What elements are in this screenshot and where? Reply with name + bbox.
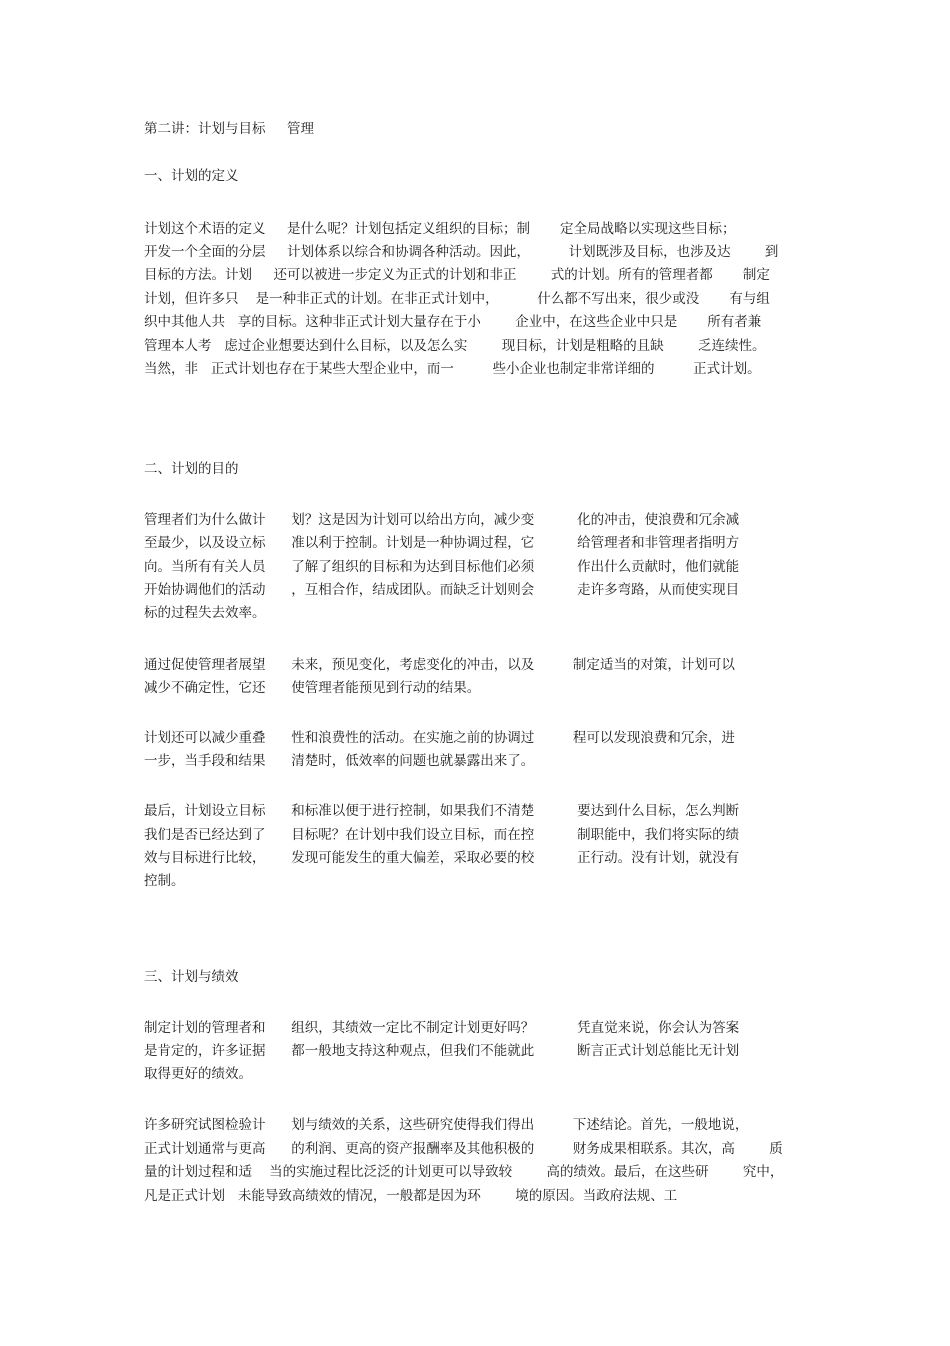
paragraph-line: 一步，当手段和结果 清楚时，低效率的问题也就暴露出来了。 <box>144 753 535 769</box>
paragraph-line: 控制。 <box>144 873 185 889</box>
paragraph-line: 目标的方法。计划 还可以被进一步定义为正式的计划和非正 式的计划。所有的管理者都 制定 <box>144 267 770 283</box>
paragraph-line: 取得更好的绩效。 <box>144 1066 252 1082</box>
paragraph-line: 量的计划过程和适 当的实施过程比泛泛的计划更可以导致较 高的绩效。最后，在这些研 究中， <box>144 1164 784 1180</box>
paragraph-line: 正式计划通常与更高 的利润、更高的资产报酬率及其他积极的 财务成果相联系。其次，高 质 <box>144 1141 783 1157</box>
paragraph-line: 管理本人考 虑过企业想要达到什么目标，以及怎么实 现目标，计划是粗略的且缺 乏连续性。 <box>144 338 766 354</box>
paragraph-line: 开发一个全面的分层 计划体系以综合和协调各种活动。因此， 计划既涉及目标，也涉及达 到 <box>144 244 779 260</box>
paragraph-line: 管理者们为什么做计 划？这是因为计划可以给出方向，减少变 化的冲击，使浪费和冗余减 <box>144 512 740 528</box>
section-heading-definition: 一、计划的定义 <box>144 168 239 184</box>
paragraph-line: 减少不确定性，它还 使管理者能预见到行动的结果。 <box>144 680 481 696</box>
paragraph-line: 是肯定的，许多证据 都一般地支持这种观点，但我们不能就此 断言正式计划总能比无计划 <box>144 1043 740 1059</box>
paragraph-line: 效与目标进行比较， 发现可能发生的重大偏差，采取必要的校 正行动。没有计划，就没有 <box>144 850 740 866</box>
paragraph-line: 通过促使管理者展望 未来，预见变化，考虑变化的冲击，以及 制定适当的对策，计划可以 <box>144 657 735 673</box>
paragraph-line: 织中其他人共 享的目标。这种非正式计划大量存在于小 企业中，在这些企业中只是 所有者兼 <box>144 314 762 330</box>
paragraph-line: 计划还可以减少重叠 性和浪费性的活动。在实施之前的协调过 程可以发现浪费和冗余，进 <box>144 730 735 746</box>
paragraph-line: 至最少，以及设立标 准以利于控制。计划是一种协调过程，它 给管理者和非管理者指明方 <box>144 535 740 551</box>
paragraph-line: 我们是否已经达到了 目标呢？在计划中我们设立目标，而在控 制职能中，我们将实际的绩 <box>144 827 740 843</box>
paragraph-line: 凡是正式计划 未能导致高绩效的情况，一般都是因为环 境的原因。当政府法规、工 <box>144 1188 678 1204</box>
paragraph-line: 向。当所有有关人员 了解了组织的目标和为达到目标他们必须 作出什么贡献时，他们就能 <box>144 559 740 575</box>
paragraph-line: 当然，非 正式计划也存在于某些大型企业中，而一 些小企业也制定非常详细的 正式计划。 <box>144 361 761 377</box>
paragraph-line: 许多研究试图检验计 划与绩效的关系，这些研究使得我们得出 下述结论。首先，一般地说， <box>144 1117 749 1133</box>
section-heading-purpose: 二、计划的目的 <box>144 461 239 477</box>
paragraph-line: 标的过程失去效率。 <box>144 605 266 621</box>
paragraph-line: 制定计划的管理者和 组织，其绩效一定比不制定计划更好吗？ 凭直觉来说，你会认为答案 <box>144 1020 740 1036</box>
section-heading-performance: 三、计划与绩效 <box>144 969 239 985</box>
paragraph-line: 计划这个术语的定义 是什么呢？计划包括定义组织的目标；制 定全局战略以实现这些目标； <box>144 221 736 237</box>
lecture-title: 第二讲：计划与目标 管理 <box>144 121 314 137</box>
paragraph-line: 开始协调他们的活动 ，互相合作，结成团队。而缺乏计划则会 走许多弯路，从而使实现目 <box>144 582 740 598</box>
paragraph-line: 计划，但许多只 是一种非正式的计划。在非正式计划中， 什么都不写出来，很少或没 有与组 <box>144 291 770 307</box>
paragraph-line: 最后，计划设立目标 和标准以便于进行控制，如果我们不清楚 要达到什么目标，怎么判断 <box>144 803 740 819</box>
